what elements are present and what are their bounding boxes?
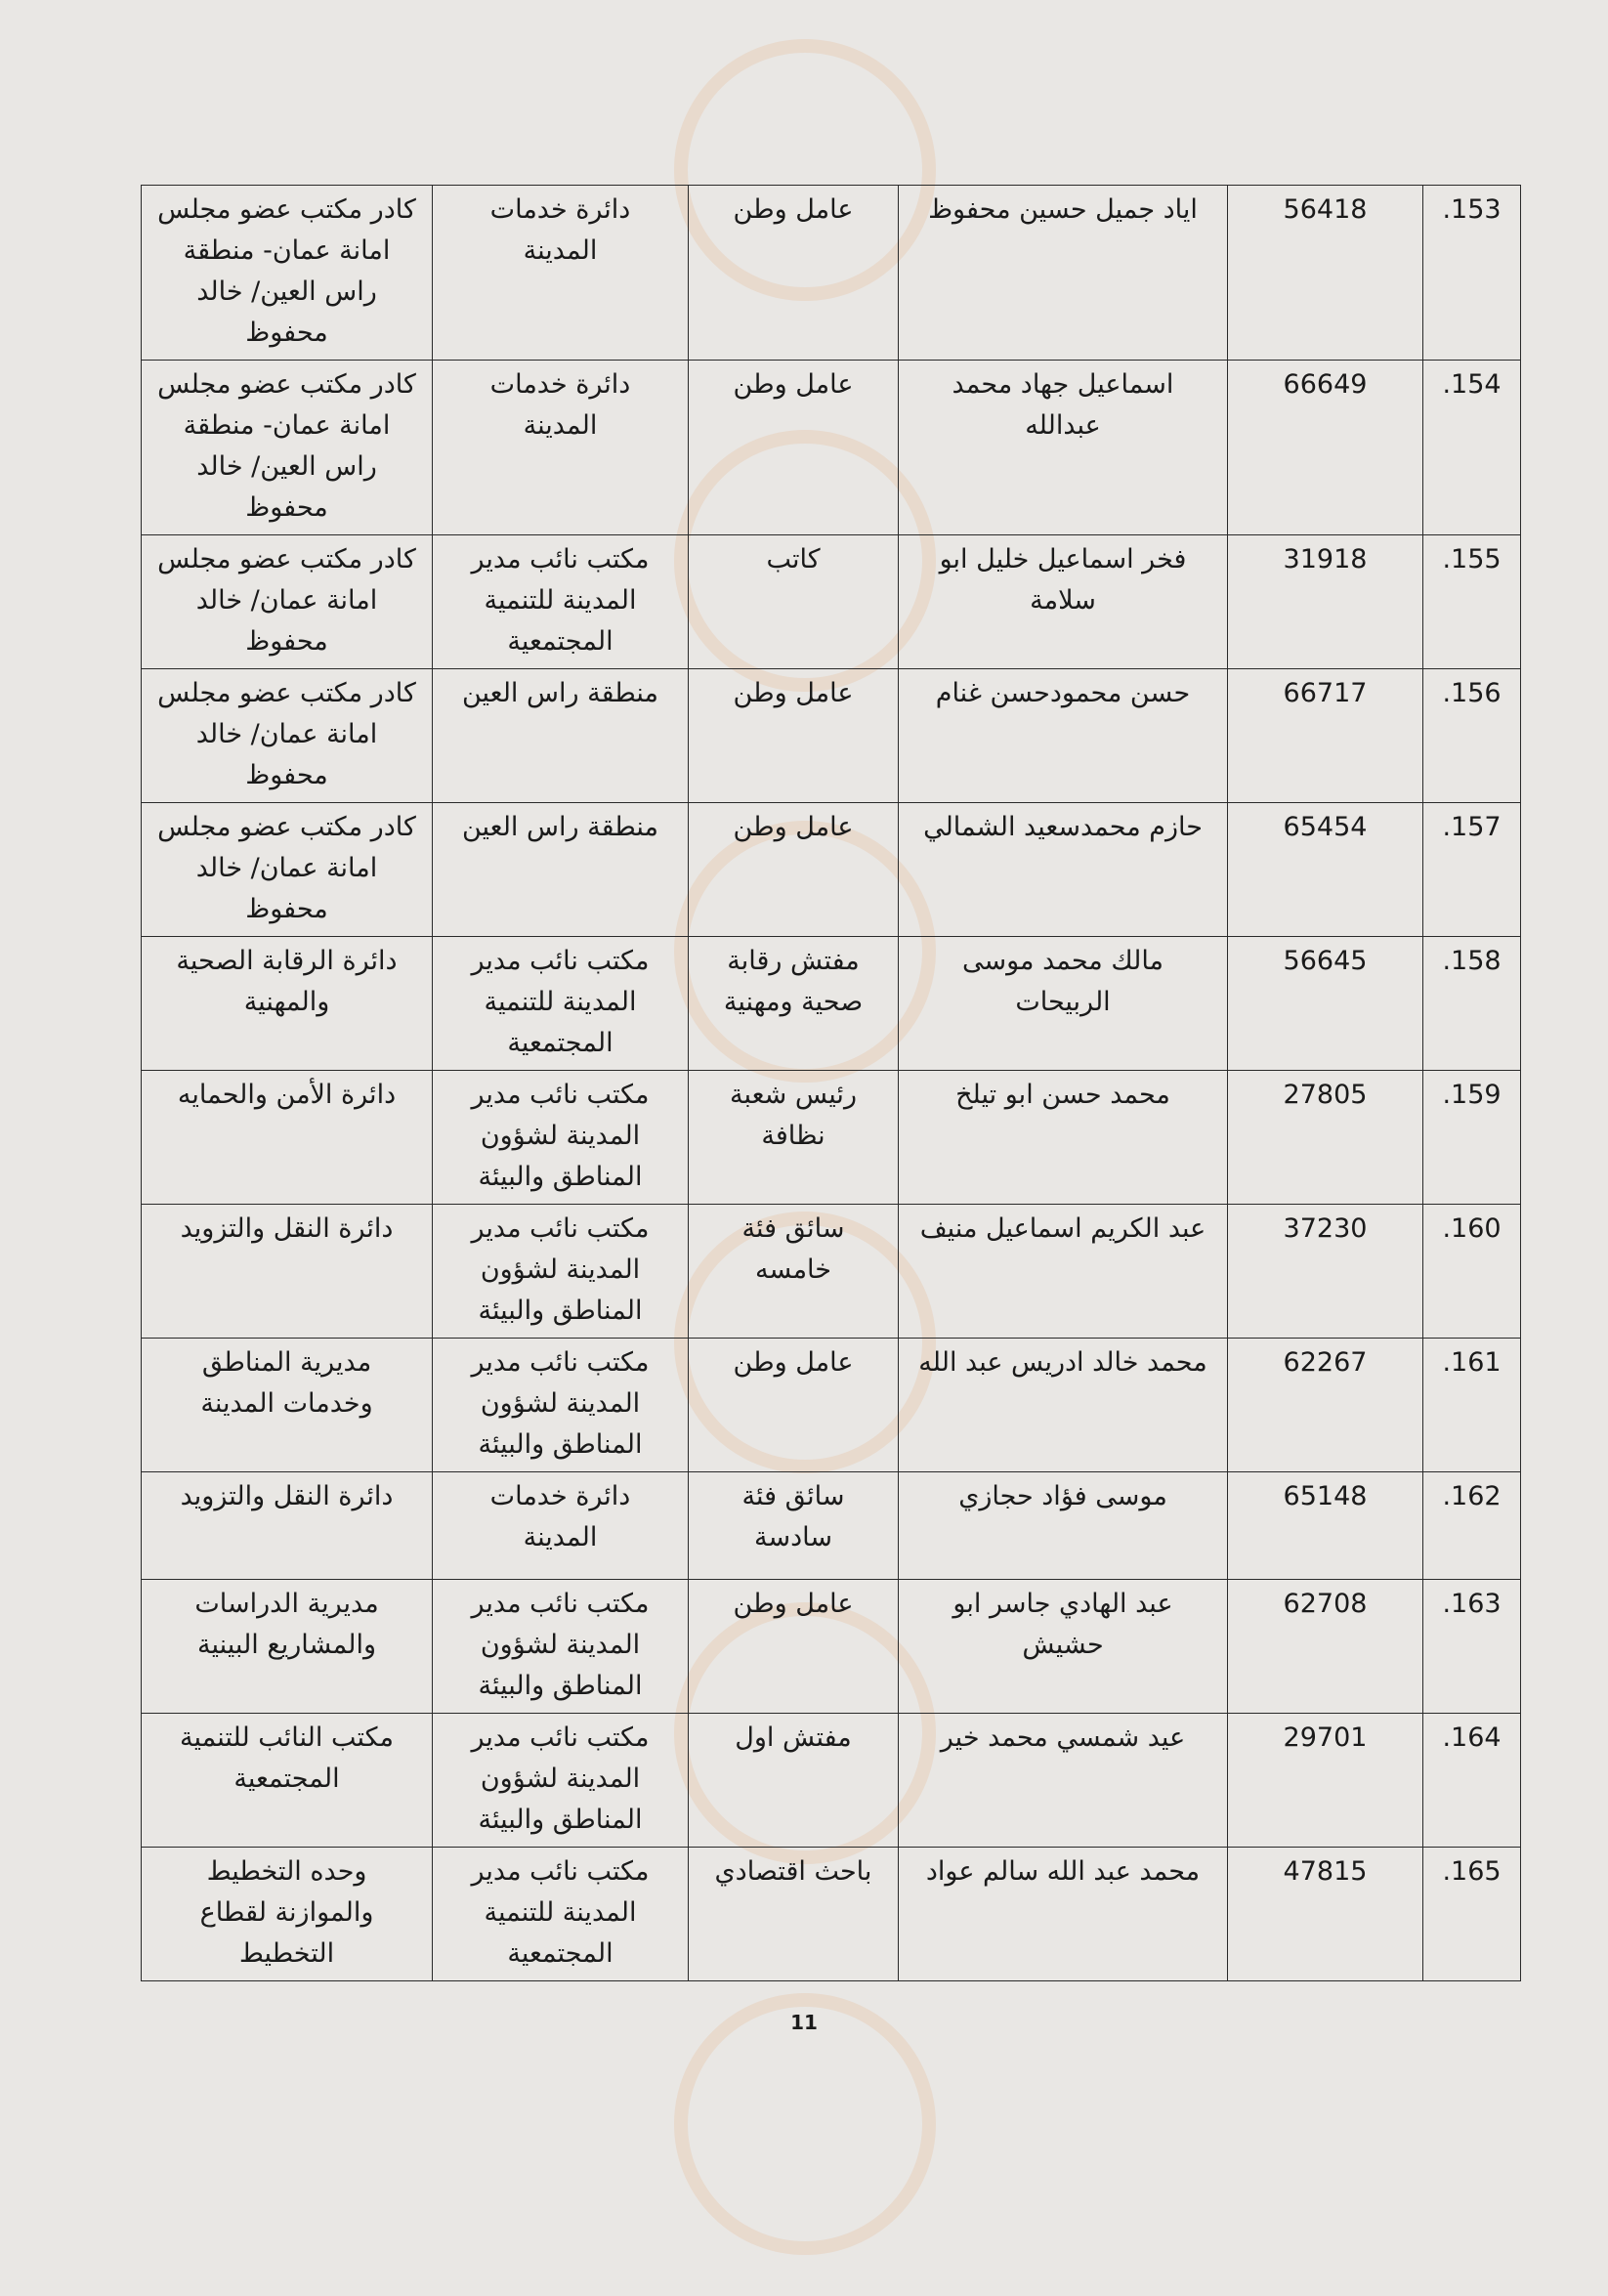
transferred-to-cell: دائرة الرقابة الصحية والمهنية (142, 937, 433, 1071)
number-cell: 37230 (1228, 1205, 1423, 1339)
seq-cell: .164 (1423, 1714, 1521, 1848)
name-cell: عبد الكريم اسماعيل منيف (899, 1205, 1228, 1339)
table-row (142, 1714, 1521, 1848)
table-row (142, 1339, 1521, 1472)
seq-cell: .161 (1423, 1339, 1521, 1472)
department-cell: منطقة راس العين (433, 803, 689, 937)
seq-cell: .162 (1423, 1472, 1521, 1580)
transferred-to-cell: وحده التخطيط والموازنة لقطاع التخطيط (142, 1848, 433, 1981)
name-cell: محمد حسن ابو تيلخ (899, 1071, 1228, 1205)
department-cell: منطقة راس العين (433, 669, 689, 803)
table-row (142, 937, 1521, 1071)
seq-cell: .155 (1423, 535, 1521, 669)
seq-cell: .158 (1423, 937, 1521, 1071)
name-cell: محمد عبد الله سالم عواد (899, 1848, 1228, 1981)
name-cell: عيد شمسي محمد خير (899, 1714, 1228, 1848)
name-cell: محمد خالد ادريس عبد الله (899, 1339, 1228, 1472)
job-title-cell: عامل وطن (689, 1580, 899, 1714)
department-cell: مكتب نائب مدير المدينة لشؤون المناطق والبيئة (433, 1339, 689, 1472)
number-cell: 65148 (1228, 1472, 1423, 1580)
number-cell: 66717 (1228, 669, 1423, 803)
number-cell: 62708 (1228, 1580, 1423, 1714)
department-cell: مكتب نائب مدير المدينة للتنمية المجتمعية (433, 535, 689, 669)
transferred-to-cell: كادر مكتب عضو مجلس امانة عمان/ خالد محفوظ (142, 803, 433, 937)
number-cell: 62267 (1228, 1339, 1423, 1472)
name-cell: اسماعيل جهاد محمد عبدالله (899, 361, 1228, 535)
job-title-cell: كاتب (689, 535, 899, 669)
name-cell: مالك محمد موسى الربيحات (899, 937, 1228, 1071)
transferred-to-cell: دائرة الأمن والحمايه (142, 1071, 433, 1205)
transferred-to-cell: كادر مكتب عضو مجلس امانة عمان- منطقة راس العين/ خالد محفوظ (142, 361, 433, 535)
transferred-to-cell: دائرة النقل والتزويد (142, 1205, 433, 1339)
number-cell: 27805 (1228, 1071, 1423, 1205)
number-cell: 56418 (1228, 186, 1423, 361)
table-row (142, 669, 1521, 803)
job-title-cell: عامل وطن (689, 803, 899, 937)
table-row (142, 1071, 1521, 1205)
department-cell: مكتب نائب مدير المدينة للتنمية المجتمعية (433, 937, 689, 1071)
job-title-cell: عامل وطن (689, 361, 899, 535)
job-title-cell: سائق فئة خامسه (689, 1205, 899, 1339)
table-row (142, 1205, 1521, 1339)
transferred-to-cell: مديرية الدراسات والمشاريع البينية (142, 1580, 433, 1714)
transferred-to-cell: مديرية المناطق وخدمات المدينة (142, 1339, 433, 1472)
job-title-cell: عامل وطن (689, 186, 899, 361)
department-cell: مكتب نائب مدير المدينة لشؤون المناطق والبيئة (433, 1205, 689, 1339)
department-cell: مكتب نائب مدير المدينة للتنمية المجتمعية (433, 1848, 689, 1981)
seq-cell: .165 (1423, 1848, 1521, 1981)
table-row (142, 1848, 1521, 1981)
seq-cell: .154 (1423, 361, 1521, 535)
table-row (142, 361, 1521, 535)
job-title-cell: عامل وطن (689, 1339, 899, 1472)
department-cell: دائرة خدمات المدينة (433, 361, 689, 535)
seq-cell: .160 (1423, 1205, 1521, 1339)
seq-cell: .156 (1423, 669, 1521, 803)
number-cell: 31918 (1228, 535, 1423, 669)
department-cell: دائرة خدمات المدينة (433, 1472, 689, 1580)
transferred-to-cell: كادر مكتب عضو مجلس امانة عمان- منطقة راس العين/ خالد محفوظ (142, 186, 433, 361)
transferred-to-cell: كادر مكتب عضو مجلس امانة عمان/ خالد محفوظ (142, 669, 433, 803)
name-cell: فخر اسماعيل خليل ابو سلامة (899, 535, 1228, 669)
number-cell: 56645 (1228, 937, 1423, 1071)
job-title-cell: مفتش اول (689, 1714, 899, 1848)
seq-cell: .163 (1423, 1580, 1521, 1714)
name-cell: موسى فؤاد حجازي (899, 1472, 1228, 1580)
name-cell: عبد الهادي جاسر ابو حشيش (899, 1580, 1228, 1714)
name-cell: اياد جميل حسين محفوظ (899, 186, 1228, 361)
number-cell: 65454 (1228, 803, 1423, 937)
table-row (142, 1580, 1521, 1714)
table-row (142, 803, 1521, 937)
seq-cell: .153 (1423, 186, 1521, 361)
page-number: 11 (790, 2011, 818, 2034)
transferred-to-cell: دائرة النقل والتزويد (142, 1472, 433, 1580)
number-cell: 29701 (1228, 1714, 1423, 1848)
transferred-to-cell: كادر مكتب عضو مجلس امانة عمان/ خالد محفوظ (142, 535, 433, 669)
job-title-cell: باحث اقتصادي (689, 1848, 899, 1981)
job-title-cell: مفتش رقابة صحية ومهنية (689, 937, 899, 1071)
name-cell: حسن محمودحسن غنام (899, 669, 1228, 803)
table-row (142, 535, 1521, 669)
table-row (142, 186, 1521, 361)
name-cell: حازم محمدسعيد الشمالي (899, 803, 1228, 937)
number-cell: 47815 (1228, 1848, 1423, 1981)
seq-cell: .157 (1423, 803, 1521, 937)
job-title-cell: رئيس شعبة نظافة (689, 1071, 899, 1205)
records-table (141, 185, 1521, 1981)
department-cell: دائرة خدمات المدينة (433, 186, 689, 361)
department-cell: مكتب نائب مدير المدينة لشؤون المناطق والبيئة (433, 1580, 689, 1714)
department-cell: مكتب نائب مدير المدينة لشؤون المناطق والبيئة (433, 1714, 689, 1848)
table-row (142, 1472, 1521, 1580)
transferred-to-cell: مكتب النائب للتنمية المجتمعية (142, 1714, 433, 1848)
job-title-cell: عامل وطن (689, 669, 899, 803)
seq-cell: .159 (1423, 1071, 1521, 1205)
job-title-cell: سائق فئة سادسة (689, 1472, 899, 1580)
number-cell: 66649 (1228, 361, 1423, 535)
department-cell: مكتب نائب مدير المدينة لشؤون المناطق والبيئة (433, 1071, 689, 1205)
